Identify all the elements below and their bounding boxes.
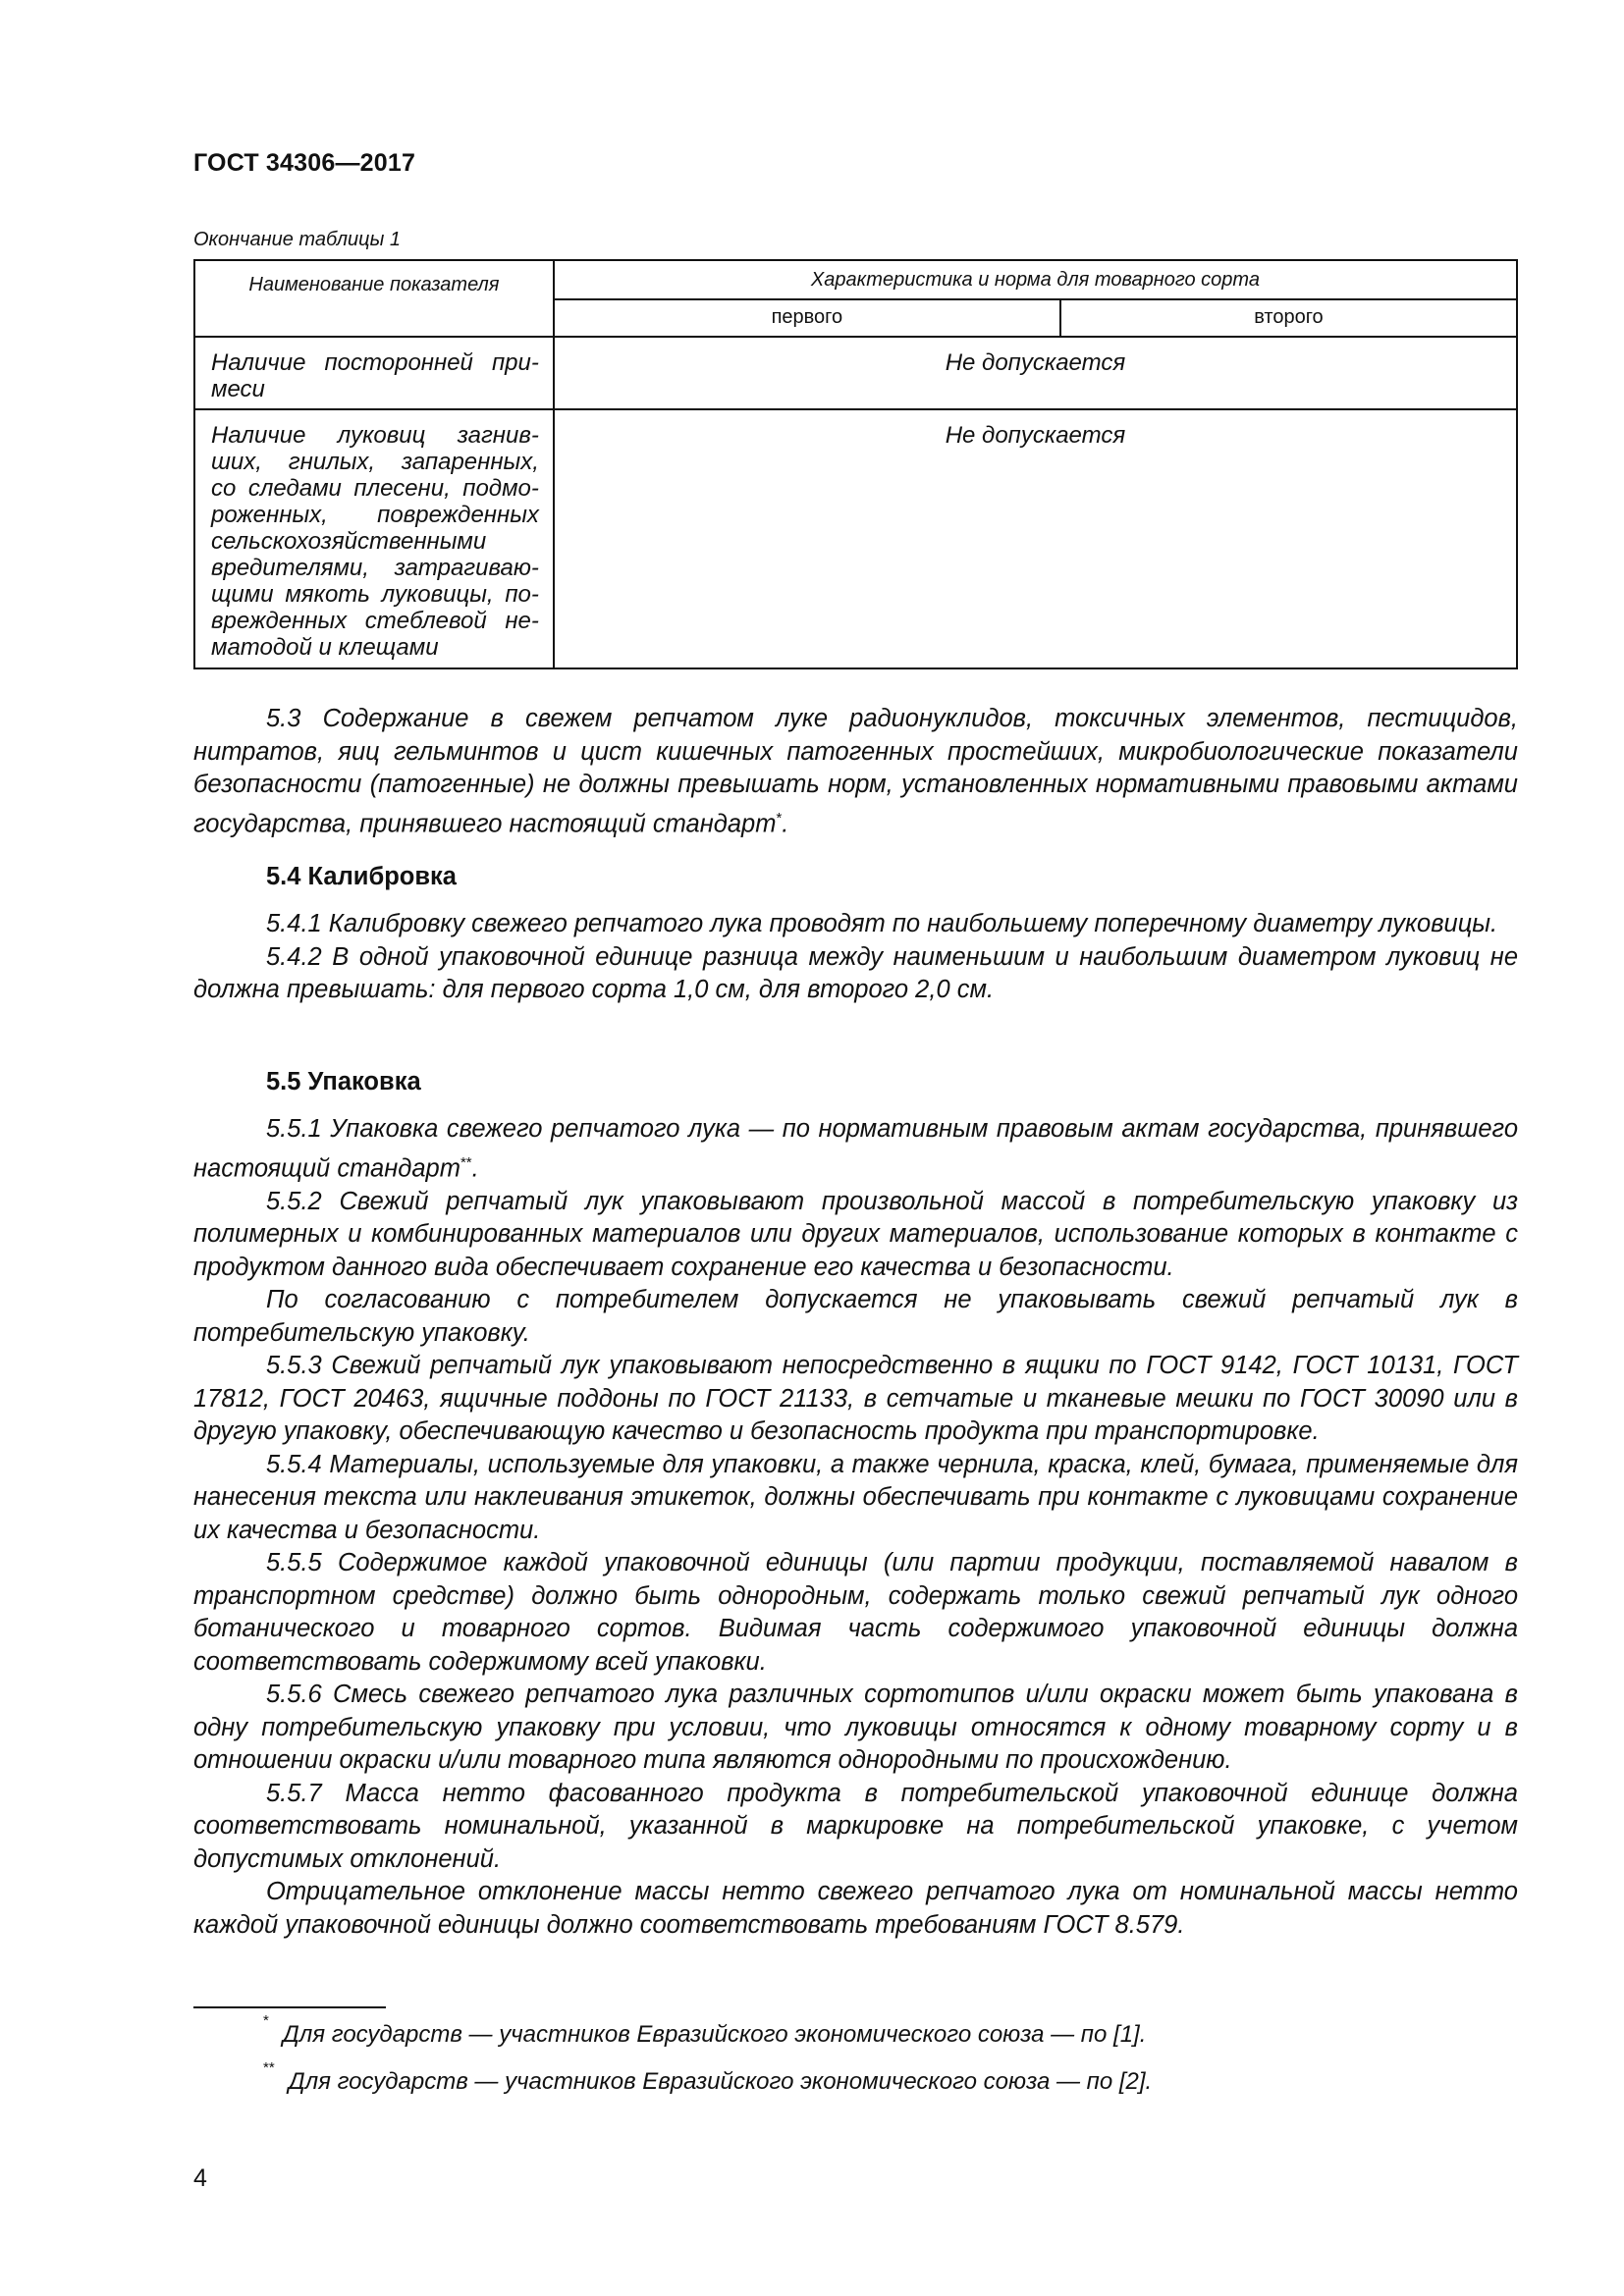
paragraph-5-5-1: 5.5.1 Упаковка свежего репчатого лука — по нормативным правовым актам государства, принявшего настоящий стандарт**. bbox=[193, 1115, 1518, 1182]
table-caption: Окончание таблицы 1 bbox=[193, 229, 402, 250]
col-header-grade: Характеристика и норма для товарного сорта bbox=[554, 260, 1517, 299]
col-header-second: второго bbox=[1060, 299, 1517, 337]
section-5-3: 5.3 Содержание в свежем репчатом луке радионуклидов, токсичных элементов, пестицидов, нитратов, яиц гельминтов и цист кишечных патогенных простейших, микробиологические показатели безопасности (патогенные) не должны превышать норм, установленных нормативными правовыми актами государства, принявшего настоящий стандарт*. bbox=[193, 705, 1518, 837]
paragraph-5-4-1: 5.4.1 Калибровку свежего репчатого лука проводят по наибольшему поперечному диаметру луковицы. bbox=[266, 910, 1498, 937]
section-5-4 bbox=[193, 908, 1518, 1007]
col-header-first: первого bbox=[554, 299, 1060, 337]
footnote-2: **Для государств — участников Евразийского экономического союза — по [2]. bbox=[263, 2059, 1153, 2095]
col-header-indicator: Наименование показателя bbox=[194, 260, 554, 337]
heading-5-5: 5.5 Упаковка bbox=[266, 1068, 421, 1095]
table-row-value: Не допускается bbox=[554, 337, 1517, 409]
paragraph-5-4-2: 5.4.2 В одной упаковочной единице разница между наименьшим и наибольшим диаметром луковиц не должна превышать: для первого сорта 1,0 см, для второго 2,0 см. bbox=[193, 942, 1518, 1003]
table-row-name: Наличие посторонней при- меси bbox=[194, 337, 554, 409]
paragraph-5-5-2: 5.5.2 Свежий репчатый лук упаковывают произвольной массой в потребительскую упаковку из полимерных и комбинированных материалов или других материалов, использование которых в контакте с продуктом данного вида обеспечивает сохранение его качества и безопасности. bbox=[193, 1187, 1518, 1281]
specification-table bbox=[193, 259, 1518, 669]
heading-5-4: 5.4 Калибровка bbox=[266, 863, 457, 890]
footnote-1: *Для государств — участников Евразийского экономического союза — по [1]. bbox=[263, 2012, 1147, 2048]
paragraph-5-5-4: 5.5.4 Материалы, используемые для упаковки, а также чернила, краска, клей, бумага, применяемые для нанесения текста или наклеивания этикеток, должны обеспечивать при контакте с луковицами сохранение их качества и безопасности. bbox=[193, 1450, 1518, 1544]
paragraph-5-5-2-b: По согласованию с потребителем допускается не упаковывать свежий репчатый лук в потребительскую упаковку. bbox=[193, 1286, 1518, 1347]
paragraph-5-5-3: 5.5.3 Свежий репчатый лук упаковывают непосредственно в ящики по ГОСТ 9142, ГОСТ 10131, ГОСТ 17812, ГОСТ 20463, ящичные поддоны по ГОСТ 21133, в сетчатые и тканевые мешки по ГОСТ 30090 или в другую упаковку, обеспечивающую качество и безопасность продукта при транспортировке. bbox=[193, 1352, 1518, 1445]
paragraph-5-5-7-b: Отрицательное отклонение массы нетто свежего репчатого лука от номинальной массы нетто каждой упаковочной единицы должно соответствовать требованиям ГОСТ 8.579. bbox=[193, 1878, 1518, 1939]
paragraph-5-5-7: 5.5.7 Масса нетто фасованного продукта в потребительской упаковочной единице должна соответствовать номинальной, указанной в маркировке на потребительской упаковке, с учетом допустимых отклонений. bbox=[193, 1779, 1518, 1873]
table-row-value: Не допускается bbox=[554, 409, 1517, 668]
footnote-separator bbox=[193, 2006, 386, 2008]
paragraph-5-5-5: 5.5.5 Содержимое каждой упаковочной единицы (или партии продукции, поставляемой навалом в транспортном средстве) должно быть однородным, содержать только свежий репчатый лук одного ботанического и товарного сортов. Видимая часть содержимого упаковочной единицы должна соответствовать содержимому всей упаковки. bbox=[193, 1549, 1518, 1676]
page-number: 4 bbox=[193, 2164, 207, 2192]
document-header: ГОСТ 34306—2017 bbox=[193, 149, 416, 177]
section-5-5 bbox=[193, 1113, 1518, 1942]
paragraph-5-5-6: 5.5.6 Смесь свежего репчатого лука различных сортотипов и/или окраски может быть упакована в одну потребительскую упаковку при условии, что луковицы относятся к одному товарному сорту и в отношении окраски и/или товарного типа являются однородными по происхождению. bbox=[193, 1681, 1518, 1774]
table-row-name: Наличие луковиц загнив- ших, гнилых, запаренных, со следами плесени, подмо- роженных, поврежденных сельскохозяйственными вредителями, затрагиваю- щими мякоть луковицы, по- врежденных стеблевой не- матодой и клещами bbox=[194, 409, 554, 668]
